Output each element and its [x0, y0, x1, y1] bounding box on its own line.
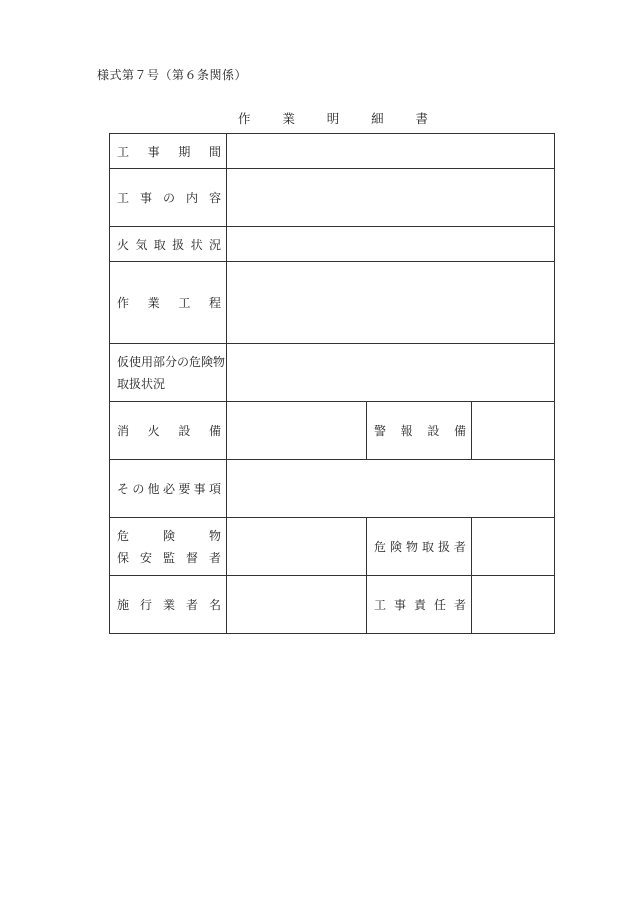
label-line: 取扱状況: [117, 376, 166, 391]
label-char: 期: [178, 144, 191, 159]
label-char: 必: [162, 482, 175, 496]
label-fire-extinguishing-equipment: [110, 402, 227, 460]
label-char: 事: [393, 598, 406, 612]
label-char: 安: [139, 550, 152, 565]
title-char: 業: [282, 111, 295, 126]
label-char: 責: [413, 598, 426, 612]
label-construction-period: [110, 134, 227, 169]
document-title: [238, 109, 428, 127]
row-other-matters: [110, 460, 555, 518]
row-hazardous-handling: [110, 344, 555, 402]
row-contractor: [110, 576, 555, 634]
row-fire-handling: [110, 227, 555, 262]
label-char: 備: [453, 424, 466, 438]
label-char: 工: [117, 144, 130, 159]
label-char: 者: [453, 598, 466, 612]
field-construction-content[interactable]: [227, 169, 555, 227]
label-char: 作: [117, 296, 130, 310]
label-char: 事: [139, 191, 152, 205]
label-char: 危: [117, 528, 130, 543]
label-char: 状: [190, 237, 203, 252]
label-char: 要: [178, 482, 191, 496]
label-contractor-name: [110, 576, 227, 634]
label-char: 取: [153, 237, 166, 252]
field-other-matters[interactable]: [227, 460, 555, 518]
form-number: 様式第７号（第６条関係）: [97, 68, 248, 82]
label-char: 工: [374, 598, 387, 612]
label-char: 者: [208, 550, 221, 565]
label-char: 者: [453, 540, 466, 554]
label-work-process: [110, 262, 227, 344]
label-char: 行: [139, 598, 152, 612]
label-char: 険: [389, 540, 402, 554]
label-char: 気: [135, 237, 148, 252]
label-char: 項: [208, 482, 221, 496]
row-supervisor: [110, 518, 555, 576]
label-safety-supervisor: [110, 518, 227, 576]
label-hazardous-handling: [110, 344, 227, 402]
label-construction-content: [110, 169, 227, 227]
label-char: 業: [147, 296, 160, 310]
label-char: 備: [208, 424, 221, 438]
label-char: 施: [117, 598, 130, 612]
field-fire-handling[interactable]: [227, 227, 555, 262]
label-line: 仮使用部分の危険物: [117, 354, 226, 369]
label-char: 程: [208, 296, 221, 310]
label-char: 間: [208, 144, 221, 159]
row-equipment: [110, 402, 555, 460]
label-char: 事: [193, 482, 206, 496]
label-char: 監: [162, 550, 175, 565]
title-char: 細: [371, 111, 384, 126]
label-char: 扱: [437, 540, 450, 554]
label-char: 危: [374, 540, 387, 554]
label-char: 工: [178, 296, 191, 310]
label-construction-manager: [367, 576, 472, 634]
label-char: 者: [185, 598, 198, 612]
label-alarm-equipment: [367, 402, 472, 460]
label-char: の: [162, 191, 175, 205]
label-char: 険: [162, 528, 175, 543]
field-safety-supervisor[interactable]: [227, 518, 367, 576]
field-hazardous-handler[interactable]: [472, 518, 555, 576]
field-construction-manager[interactable]: [472, 576, 555, 634]
title-char: 作: [238, 111, 251, 126]
label-char: 物: [405, 540, 418, 554]
row-construction-content: [110, 169, 555, 227]
label-char: 保: [117, 550, 130, 565]
row-work-process: [110, 262, 555, 344]
label-char: 消: [117, 424, 130, 438]
label-char: 火: [117, 237, 130, 252]
field-alarm-equipment[interactable]: [472, 402, 555, 460]
label-char: 物: [208, 528, 221, 543]
label-char: 工: [117, 191, 130, 205]
label-char: 任: [433, 598, 446, 612]
label-char: の: [132, 482, 145, 496]
field-hazardous-handling[interactable]: [227, 344, 555, 402]
label-char: 内: [185, 191, 198, 205]
label-char: 扱: [172, 237, 185, 252]
label-char: 督: [185, 550, 198, 565]
label-char: 取: [421, 540, 434, 554]
label-char: 容: [208, 191, 221, 205]
field-fire-extinguishing-equipment[interactable]: [227, 402, 367, 460]
title-char: 明: [326, 111, 340, 126]
label-other-matters: [110, 460, 227, 518]
label-char: 報: [400, 424, 413, 438]
field-construction-period[interactable]: [227, 134, 555, 169]
work-detail-table: [109, 133, 555, 634]
label-char: 況: [208, 237, 221, 252]
field-contractor-name[interactable]: [227, 576, 367, 634]
label-char: 他: [147, 482, 160, 496]
row-construction-period: [110, 134, 555, 169]
label-hazardous-handler: [367, 518, 472, 576]
title-char: 書: [415, 111, 428, 126]
label-char: 火: [147, 424, 160, 438]
label-char: そ: [117, 482, 130, 496]
label-char: 警: [374, 424, 387, 438]
label-fire-handling: [110, 227, 227, 262]
field-work-process[interactable]: [227, 262, 555, 344]
label-char: 設: [427, 424, 440, 438]
label-char: 名: [208, 598, 221, 612]
label-char: 設: [178, 424, 191, 438]
label-char: 事: [147, 144, 160, 159]
label-char: 業: [162, 598, 175, 612]
